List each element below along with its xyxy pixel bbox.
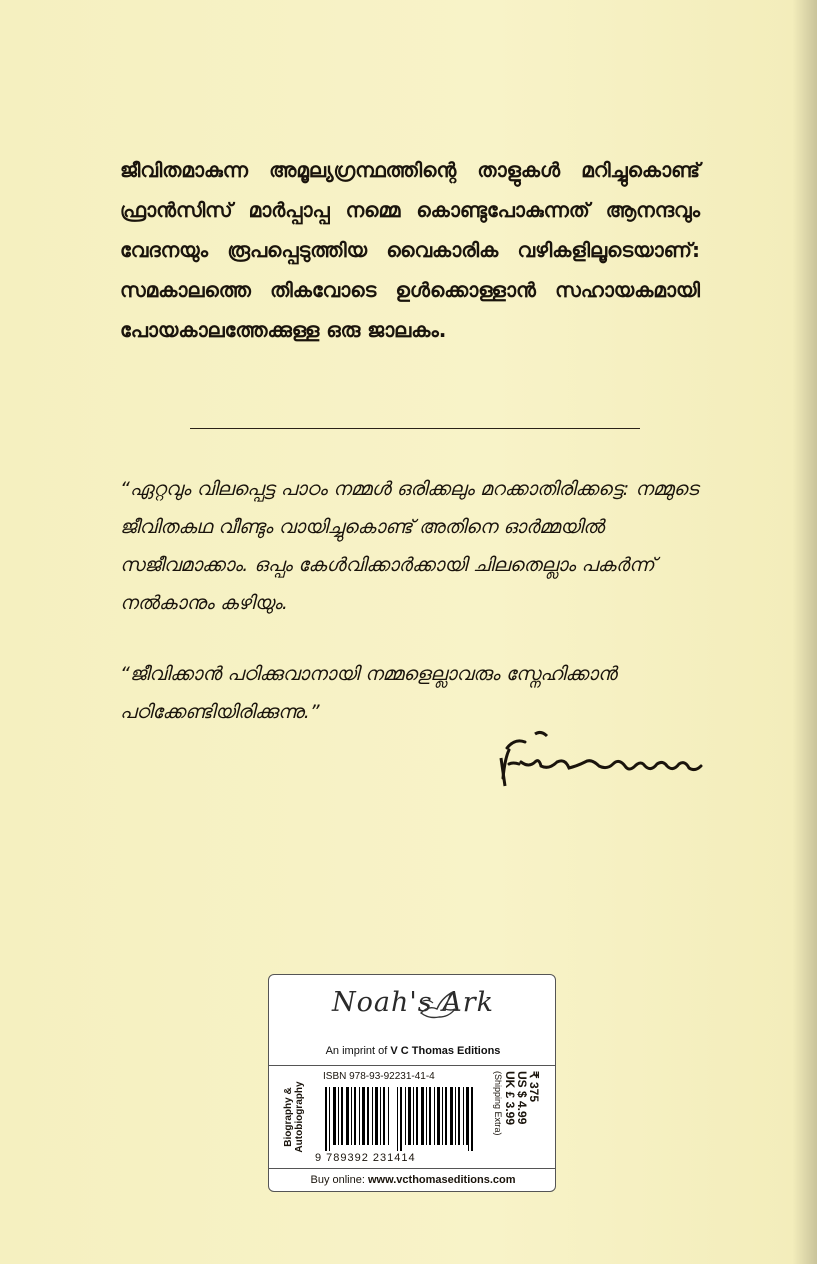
publisher-label bbox=[268, 974, 556, 1192]
isbn-text: ISBN 978-93-92231-41-4 bbox=[323, 1071, 435, 1082]
divider bbox=[269, 1168, 556, 1169]
divider-rule bbox=[190, 428, 640, 429]
barcode-digits: 9 789392 231414 bbox=[315, 1152, 416, 1164]
shipping-note: (Shipping Extra) bbox=[493, 1071, 503, 1136]
imprint-line: An imprint of V C Thomas Editions bbox=[325, 1045, 501, 1057]
category-label: Biography & Autobiography bbox=[283, 1081, 305, 1153]
price-block bbox=[483, 1071, 549, 1163]
website-url: www.vcthomaseditions.com bbox=[367, 1174, 516, 1186]
publisher-logo: Noah's Ark bbox=[269, 987, 556, 1037]
quote-paragraph-2: “ജീവിക്കാൻ പഠിക്കുവാനായി നമ്മളെല്ലാവരും സ്നേഹിക്കാൻ പഠിക്കേണ്ടിയിരിക്കുന്നു.” bbox=[120, 663, 617, 723]
barcode bbox=[325, 1087, 475, 1151]
price-inr: ₹ 375 bbox=[527, 1071, 541, 1102]
blurb-paragraph: ജീവിതമാകുന്ന അമൂല്യഗ്രന്ഥത്തിന്റെ താളുകൾ മറിച്ചുകൊണ്ട് ഫ്രാൻസിസ് മാർപ്പാപ്പ നമ്മെ കൊണ്ടുപോകുന്നത് ആനന്ദവും വേദനയും രൂപപ്പെടുത്തിയ വൈകാരിക വഴികളിലൂടെയാണ്: സമകാലത്തെ തികവോടെ ഉൾക്കൊള്ളാൻ സഹായകമായി പോയകാലത്തേക്കുള്ള ഒരു ജാലകം. bbox=[120, 158, 700, 342]
signature bbox=[495, 728, 795, 812]
quote-paragraph-1: “ഏറ്റവും വിലപ്പെട്ട പാഠം നമ്മൾ ഒരിക്കലും മറക്കാതിരിക്കട്ടെ: നമ്മുടെ ജീവിതകഥ വീണ്ടും വായിച്ചുകൊണ്ട് അതിനെ ഓർമ്മയിൽ സജീവമാക്കാം. ഒപ്പം കേൾവിക്കാർക്കായി ചിലതെല്ലാം പകർന്ന് നൽകാനും കഴിയും. bbox=[120, 478, 699, 614]
price-us: US $ 4.99 bbox=[515, 1071, 529, 1125]
divider bbox=[269, 1065, 556, 1066]
buy-online-line: Buy online: www.vcthomaseditions.com bbox=[310, 1174, 516, 1186]
dove-icon bbox=[417, 991, 457, 1025]
price-uk: UK £ 3.99 bbox=[503, 1071, 517, 1126]
